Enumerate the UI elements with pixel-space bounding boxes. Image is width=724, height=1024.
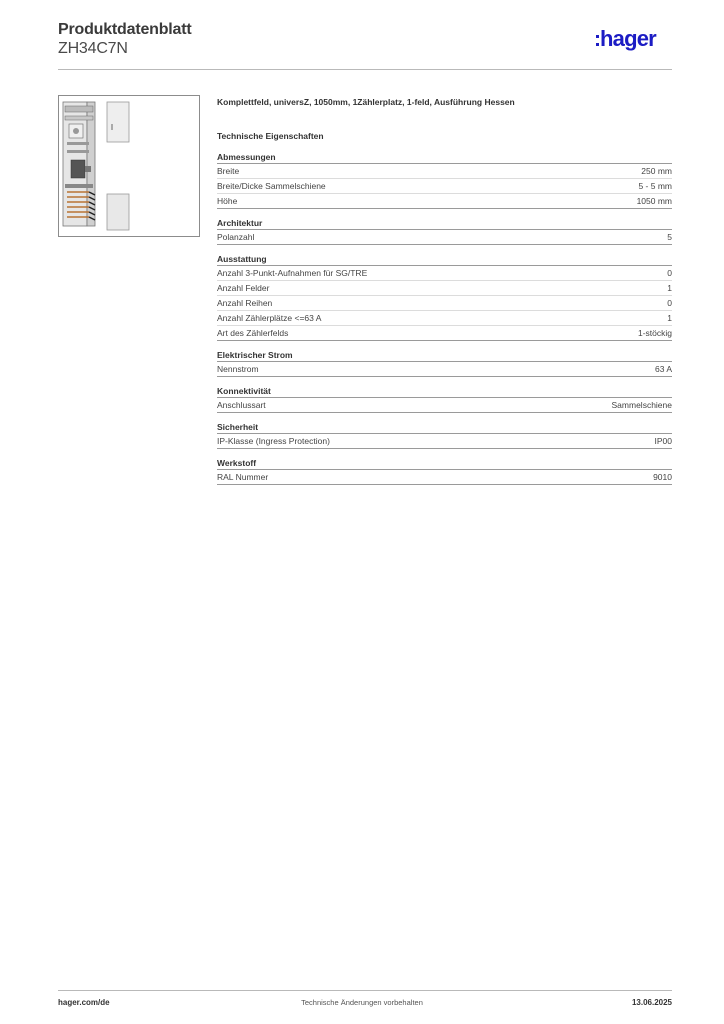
section-title: Abmessungen (217, 151, 672, 164)
row-value: 63 A (654, 364, 672, 374)
table-row (217, 296, 672, 311)
section-title: Architektur (217, 217, 672, 230)
tech-properties-heading: Technische Eigenschaften (217, 131, 324, 141)
row-value: 1050 mm (636, 196, 672, 206)
row-label: Art des Zählerfelds (217, 328, 289, 338)
table-row (217, 194, 672, 209)
row-value: 5 (667, 232, 672, 242)
product-description: Komplettfeld, universZ, 1050mm, 1Zählerplatz, 1-feld, Ausführung Hessen (217, 97, 515, 107)
footer-website: hager.com/de (58, 998, 110, 1007)
table-row (217, 230, 672, 245)
table-row (217, 326, 672, 341)
row-label: Nennstrom (217, 364, 259, 374)
section-sicherheit (217, 421, 672, 449)
row-value: Sammelschiene (611, 400, 672, 410)
table-row (217, 311, 672, 326)
section-architektur (217, 217, 672, 245)
footer-notice: Technische Änderungen vorbehalten (301, 998, 423, 1007)
meter-panel-illustration (59, 96, 199, 236)
row-label: Höhe (217, 196, 238, 206)
hager-logo (596, 28, 656, 50)
section-title: Sicherheit (217, 421, 672, 434)
table-row (217, 164, 672, 179)
row-value: 1 (667, 283, 672, 293)
row-label: Breite (217, 166, 240, 176)
row-label: Anschlussart (217, 400, 266, 410)
row-value: 1-stöckig (637, 328, 672, 338)
header-divider (58, 69, 672, 70)
row-label: RAL Nummer (217, 472, 269, 482)
section-werkstoff (217, 457, 672, 485)
row-value: 0 (667, 298, 672, 308)
section-title: Ausstattung (217, 253, 672, 266)
row-value: 5 - 5 mm (638, 181, 672, 191)
product-image (58, 95, 200, 237)
row-label: Anzahl Felder (217, 283, 270, 293)
table-row (217, 470, 672, 485)
row-label: Polanzahl (217, 232, 255, 242)
section-elektrischer-strom (217, 349, 672, 377)
technical-data (217, 96, 672, 493)
table-row (217, 179, 672, 194)
section-title: Konnektivität (217, 385, 672, 398)
section-title: Elektrischer Strom (217, 349, 672, 362)
row-value: 9010 (653, 472, 672, 482)
row-label: Anzahl 3-Punkt-Aufnahmen für SG/TRE (217, 268, 368, 278)
logo-colon-icon (596, 35, 599, 46)
table-row (217, 434, 672, 449)
row-value: 0 (667, 268, 672, 278)
table-row (217, 281, 672, 296)
row-label: Anzahl Reihen (217, 298, 273, 308)
footer-date: 13.06.2025 (631, 998, 672, 1007)
section-abmessungen (217, 151, 672, 209)
logo-text: hager (600, 26, 656, 51)
row-label: IP-Klasse (Ingress Protection) (217, 436, 330, 446)
section-konnektivitaet (217, 385, 672, 413)
section-ausstattung (217, 253, 672, 341)
row-label: Anzahl Zählerplätze <=63 A (217, 313, 322, 323)
table-row (217, 362, 672, 377)
table-row (217, 266, 672, 281)
product-code: ZH34C7N (58, 40, 128, 57)
row-value: 1 (667, 313, 672, 323)
table-row (217, 398, 672, 413)
footer-divider (58, 990, 672, 991)
row-label: Breite/Dicke Sammelschiene (217, 181, 326, 191)
document-title: Produktdatenblatt (58, 21, 192, 38)
section-title: Werkstoff (217, 457, 672, 470)
row-value: 250 mm (641, 166, 672, 176)
row-value: IP00 (654, 436, 672, 446)
